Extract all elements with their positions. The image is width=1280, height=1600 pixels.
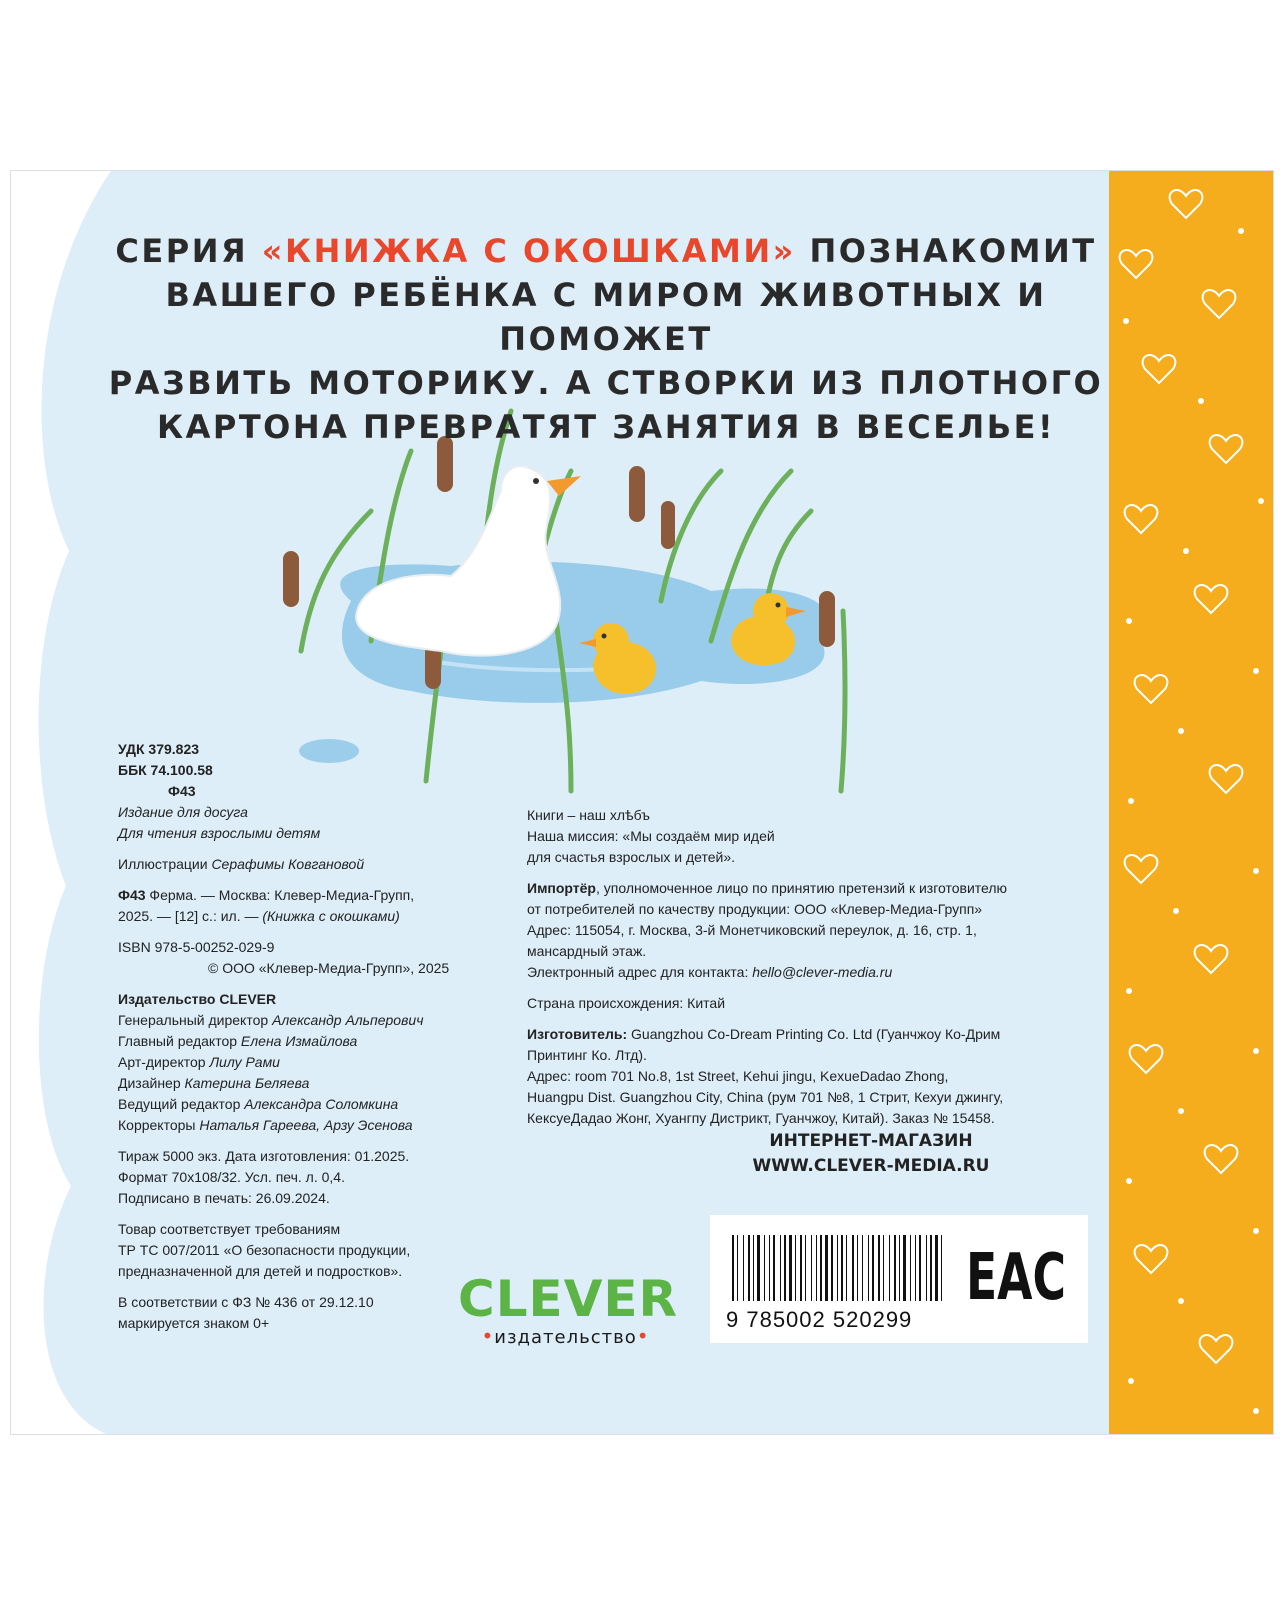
importer-address-2: мансардный этаж. [527,943,647,959]
logo-subtitle: •издательство• [481,1324,650,1348]
barcode-bar [935,1235,938,1301]
barcode-bar [837,1235,838,1301]
bibliographic-line-2: 2025. — [12] с.: ил. — (Книжка с окошками) [118,908,400,924]
barcode-bar [894,1235,896,1301]
illustrator-credit: Иллюстрации Серафимы Ковгановой [118,856,365,872]
barcode-bar [930,1235,932,1301]
print-run: Тираж 5000 экз. Дата изготовления: 01.2025. [118,1148,410,1164]
staff-list [118,1010,518,1136]
barcode-bar [820,1235,822,1301]
country-of-origin: Страна происхождения: Китай [527,995,726,1011]
barcode-bar [899,1235,900,1301]
barcode-digits: 9 785002 520299 [726,1307,913,1332]
staff-item: Арт-директор Лилу Рами [118,1054,280,1070]
barcode-bar [926,1235,927,1301]
barcode-bar [883,1235,884,1301]
barcode-bar [846,1235,847,1301]
publisher-name: Издательство CLEVER [118,991,277,1007]
barcode-bar [757,1235,760,1301]
barcode-bar [878,1235,880,1301]
barcode-bar [825,1235,828,1301]
staff-item: Главный редактор Елена Измайлова [118,1033,358,1049]
staff-item: Ведущий редактор Александра Соломкина [118,1096,399,1112]
staff-item: Генеральный директор Александр Альперович [118,1012,424,1028]
barcode-bar [852,1235,854,1301]
online-shop [711,1129,1031,1179]
shop-url[interactable]: WWW.CLEVER-MEDIA.RU [752,1156,990,1176]
barcode-bar [868,1235,869,1301]
compliance-line-2: ТР ТС 007/2011 «О безопасности продукции, [118,1242,411,1258]
author-mark: Ф43 [168,783,196,799]
barcode-bar [753,1235,754,1301]
motto-line-3: для счастья взрослых и детей». [527,849,736,865]
barcode-bar [857,1235,858,1301]
print-signed: Подписано в печать: 26.09.2024. [118,1190,330,1206]
barcode-bar [889,1235,890,1301]
maker-address-3: КексуеДадао Жонг, Хуангпу Дистрикт, Гуанчжоу, Китай). Заказ № 15458. [527,1110,995,1126]
eac-mark: EAC [966,1241,1066,1315]
maker-address-1: Адрес: room 701 No.8, 1st Street, Kehui jingu, KexueDadao Zhong, [527,1068,949,1084]
bbk-code: ББК 74.100.58 [118,762,213,778]
importer-line-2: от потребителей по качеству продукции: ООО «Клевер-Медиа-Групп» [527,901,983,917]
barcode-bar [795,1235,796,1301]
barcode-bar [903,1235,906,1301]
imprint-right [527,805,1067,1129]
book-back-cover [10,170,1274,1435]
law-line-1: В соответствии с ФЗ № 436 от 29.12.10 [118,1294,374,1310]
logo-word: CLEVER [458,1270,679,1328]
importer-address-1: Адрес: 115054, г. Москва, 3-й Монетчиковский переулок, д. 16, стр. 1, [527,922,977,938]
staff-item: Дизайнер Катерина Беляева [118,1075,310,1091]
barcode-bar [800,1235,802,1301]
contact-email: Электронный адрес для контакта: hello@clever-media.ru [527,964,893,980]
barcode-bar [872,1235,874,1301]
reading-note: Для чтения взрослыми детям [118,825,321,841]
headline-line-4: КАРТОНА ПРЕВРАТЯТ ЗАНЯТИЯ В ВЕСЕЛЬЕ! [156,408,1056,446]
barcode-bar [743,1235,744,1301]
headline-line-3: РАЗВИТЬ МОТОРИКУ. А СТВОРКИ ИЗ ПЛОТНОГО [108,364,1104,402]
barcode-bar [789,1235,792,1301]
barcode-bar [769,1235,770,1301]
barcode-bar [941,1235,942,1301]
headline-line-2: ВАШЕГО РЕБЁНКА С МИРОМ ЖИВОТНЫХ И ПОМОЖЕТ [165,276,1047,358]
staff-item: Корректоры Наталья Гареева, Арзу Эсенова [118,1117,413,1133]
isbn-barcode [710,1215,1088,1343]
edition-type: Издание для досуга [118,804,248,820]
maker-address-2: Huangpu Dist. Guangzhou City, China (рум 701 №8, 1 Стрит, Кехуи джингу, [527,1089,1004,1105]
barcode-bar [862,1235,863,1301]
barcode-bar [773,1235,775,1301]
barcode-bar [910,1235,911,1301]
isbn: ISBN 978-5-00252-029-9 [118,939,275,955]
barcode-bar [831,1235,833,1301]
print-format: Формат 70x108/32. Усл. печ. л. 0,4. [118,1169,345,1185]
barcode-bar [915,1235,916,1301]
compliance-line-3: предназначенной для детей и подростков». [118,1263,403,1279]
heart-stripe [1109,171,1273,1434]
barcode-bar [780,1235,781,1301]
clever-logo [458,1270,679,1353]
motto-line-1: Книги – наш хлѣбъ [527,807,650,823]
compliance-line-1: Товар соответствует требованиям [118,1221,341,1237]
barcode-bar [805,1235,806,1301]
barcode-bar [811,1235,812,1301]
series-name: «КНИЖКА С ОКОШКАМИ» [261,232,796,270]
barcode-bar [919,1235,921,1301]
barcode-bar [748,1235,750,1301]
series-headline [106,229,1106,449]
bibliographic-line-1: Ф43 Ферма. — Москва: Клевер-Медиа-Групп, [118,887,415,903]
imprint-left [118,739,518,1334]
copyright: © ООО «Клевер-Медиа-Групп», 2025 [208,960,450,976]
barcode-bar [737,1235,738,1301]
motto-line-2: Наша миссия: «Мы создаём мир идей [527,828,775,844]
age-rating: маркируется знаком 0+ [118,1315,270,1331]
barcode-bar [841,1235,843,1301]
classification-codes [118,739,518,802]
maker-line-2: Принтинг Ко. Лтд). [527,1047,647,1063]
importer-line-1: Импортёр, уполномоченное лицо по принятию претензий к изготовителю [527,880,1008,896]
barcode-bar [784,1235,786,1301]
headline-line-1: СЕРИЯ «КНИЖКА С ОКОШКАМИ» ПОЗНАКОМИТ [115,232,1097,270]
barcode-bar [764,1235,765,1301]
barcode-bar [816,1235,817,1301]
barcode-panel [710,1215,1088,1343]
udk-code: УДК 379.823 [118,741,200,757]
barcode-bar [732,1235,734,1301]
maker-line-1: Изготовитель: Guangzhou Co-Dream Printing Co. Ltd (Гуанчжоу Ко-Дрим [527,1026,1001,1042]
shop-label: ИНТЕРНЕТ-МАГАЗИН [769,1131,973,1151]
